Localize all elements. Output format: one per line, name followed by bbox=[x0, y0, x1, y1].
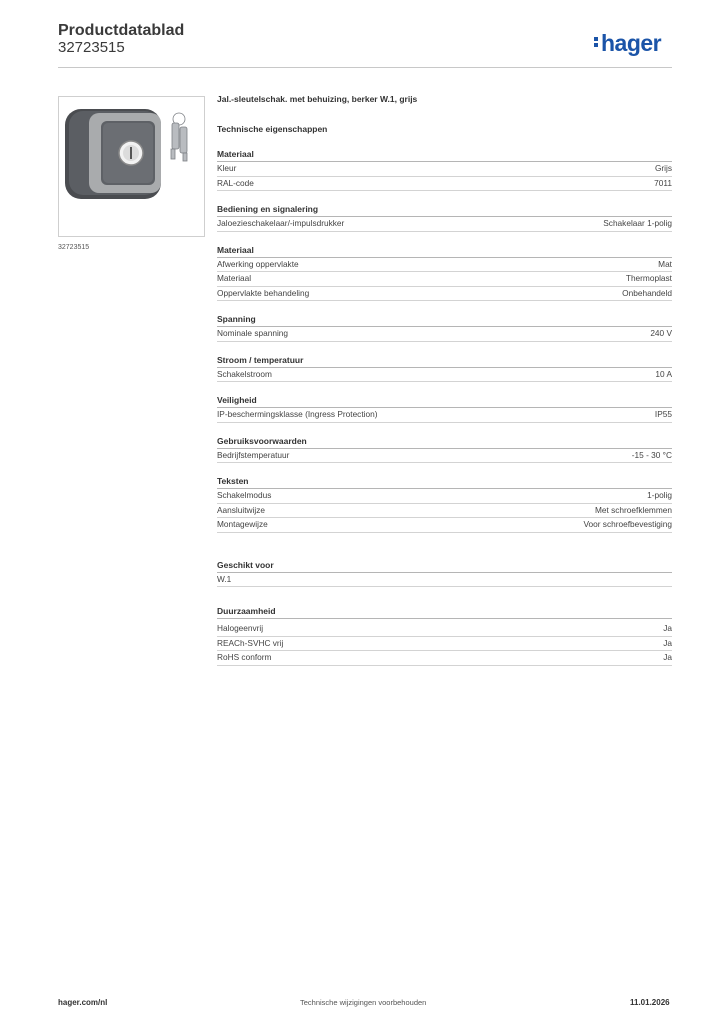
spec-value: Mat bbox=[658, 258, 672, 269]
sustainability-rows bbox=[217, 622, 672, 666]
key-switch-product-photo bbox=[59, 97, 204, 236]
spec-section bbox=[217, 313, 672, 342]
spec-section bbox=[217, 354, 672, 383]
spec-row bbox=[217, 504, 672, 519]
spec-label: Schakelstroom bbox=[217, 368, 272, 379]
spec-value: -15 - 30 °C bbox=[631, 449, 672, 460]
spec-row bbox=[217, 622, 672, 637]
spec-value: Ja bbox=[663, 623, 672, 633]
section-title: Materiaal bbox=[217, 148, 672, 162]
footer-disclaimer: Technische wijzigingen voorbehouden bbox=[300, 998, 427, 1007]
spec-value: IP55 bbox=[654, 409, 672, 419]
sustainability-section bbox=[217, 605, 672, 666]
spec-row bbox=[217, 327, 672, 342]
spec-section bbox=[217, 394, 672, 423]
section-title: Teksten bbox=[217, 475, 672, 489]
section-title: Materiaal bbox=[217, 244, 672, 258]
spec-value: Met schroefklemmen bbox=[594, 504, 672, 515]
spec-row bbox=[217, 368, 672, 383]
spec-row bbox=[217, 651, 672, 666]
spec-label: Aansluitwijze bbox=[217, 504, 265, 515]
spec-label: W.1 bbox=[217, 573, 232, 584]
page-title: Productdatablad bbox=[58, 22, 185, 39]
spec-label: Kleur bbox=[217, 163, 237, 173]
spec-row bbox=[217, 287, 672, 302]
spec-label: Halogeenvrij bbox=[217, 623, 264, 633]
spec-value: 7011 bbox=[654, 177, 672, 188]
spec-label: Schakelmodus bbox=[217, 490, 272, 500]
image-caption: 32723515 bbox=[58, 244, 90, 251]
spec-value: Thermoplast bbox=[625, 273, 672, 283]
spec-section bbox=[217, 203, 672, 232]
spec-value: Onbehandeld bbox=[622, 287, 672, 298]
spec-row bbox=[217, 449, 672, 464]
spec-row bbox=[217, 573, 672, 588]
spec-value: 10 A bbox=[655, 368, 672, 379]
section-title: Duurzaamheid bbox=[217, 605, 672, 619]
spec-sections bbox=[217, 148, 672, 533]
spec-label: IP-beschermingsklasse (Ingress Protection) bbox=[217, 409, 378, 419]
section-title: Veiligheid bbox=[217, 394, 672, 408]
product-number: 32723515 bbox=[58, 39, 125, 56]
spec-label: Montagewijze bbox=[217, 519, 268, 529]
spec-row bbox=[217, 637, 672, 652]
section-title: Spanning bbox=[217, 313, 672, 327]
header-divider bbox=[58, 67, 672, 68]
spec-label: Oppervlakte behandeling bbox=[217, 287, 310, 298]
product-image bbox=[58, 96, 205, 237]
section-title: Stroom / temperatuur bbox=[217, 354, 672, 368]
spec-value: 240 V bbox=[650, 328, 672, 338]
spec-row bbox=[217, 177, 672, 192]
hager-logo bbox=[594, 30, 661, 57]
spec-section bbox=[217, 244, 672, 302]
section-title: Geschikt voor bbox=[217, 559, 672, 573]
logo-text: hager bbox=[601, 30, 662, 56]
spec-value: Schakelaar 1-polig bbox=[603, 218, 672, 228]
spec-label: Materiaal bbox=[217, 273, 252, 283]
spec-content bbox=[217, 94, 672, 678]
tech-heading: Technische eigenschappen bbox=[217, 124, 328, 134]
spec-row bbox=[217, 408, 672, 423]
spec-section bbox=[217, 148, 672, 191]
product-name: Jal.-sleutelschak. met behuizing, berker W.1, grijs bbox=[217, 94, 418, 104]
spec-value: Ja bbox=[663, 637, 672, 648]
spec-label: Bedrijfstemperatuur bbox=[217, 449, 290, 460]
spec-row bbox=[217, 162, 672, 177]
section-title: Bediening en signalering bbox=[217, 203, 672, 217]
spec-row bbox=[217, 272, 672, 287]
spec-label: Nominale spanning bbox=[217, 328, 289, 338]
spec-row bbox=[217, 258, 672, 273]
footer-date: 11.01.2026 bbox=[630, 998, 670, 1007]
section-title: Gebruiksvoorwaarden bbox=[217, 435, 672, 449]
suitable-section bbox=[217, 559, 672, 588]
spec-row bbox=[217, 217, 672, 232]
spec-section bbox=[217, 475, 672, 533]
spec-value: 1-polig bbox=[647, 490, 672, 500]
spec-section bbox=[217, 435, 672, 464]
spec-row bbox=[217, 489, 672, 504]
logo-dots-icon bbox=[594, 35, 599, 49]
spec-value: Ja bbox=[663, 652, 672, 662]
footer-website[interactable]: hager.com/nl bbox=[58, 998, 108, 1007]
spec-label: RoHS conform bbox=[217, 652, 272, 662]
spec-value: Grijs bbox=[654, 163, 672, 173]
spec-label: Jaloezieschakelaar/-impulsdrukker bbox=[217, 218, 345, 228]
spec-label: Afwerking oppervlakte bbox=[217, 258, 299, 269]
spec-label: REACh-SVHC vrij bbox=[217, 637, 284, 648]
spec-row bbox=[217, 518, 672, 533]
spec-label: RAL-code bbox=[217, 177, 254, 188]
spec-value: Voor schroefbevestiging bbox=[583, 519, 672, 529]
